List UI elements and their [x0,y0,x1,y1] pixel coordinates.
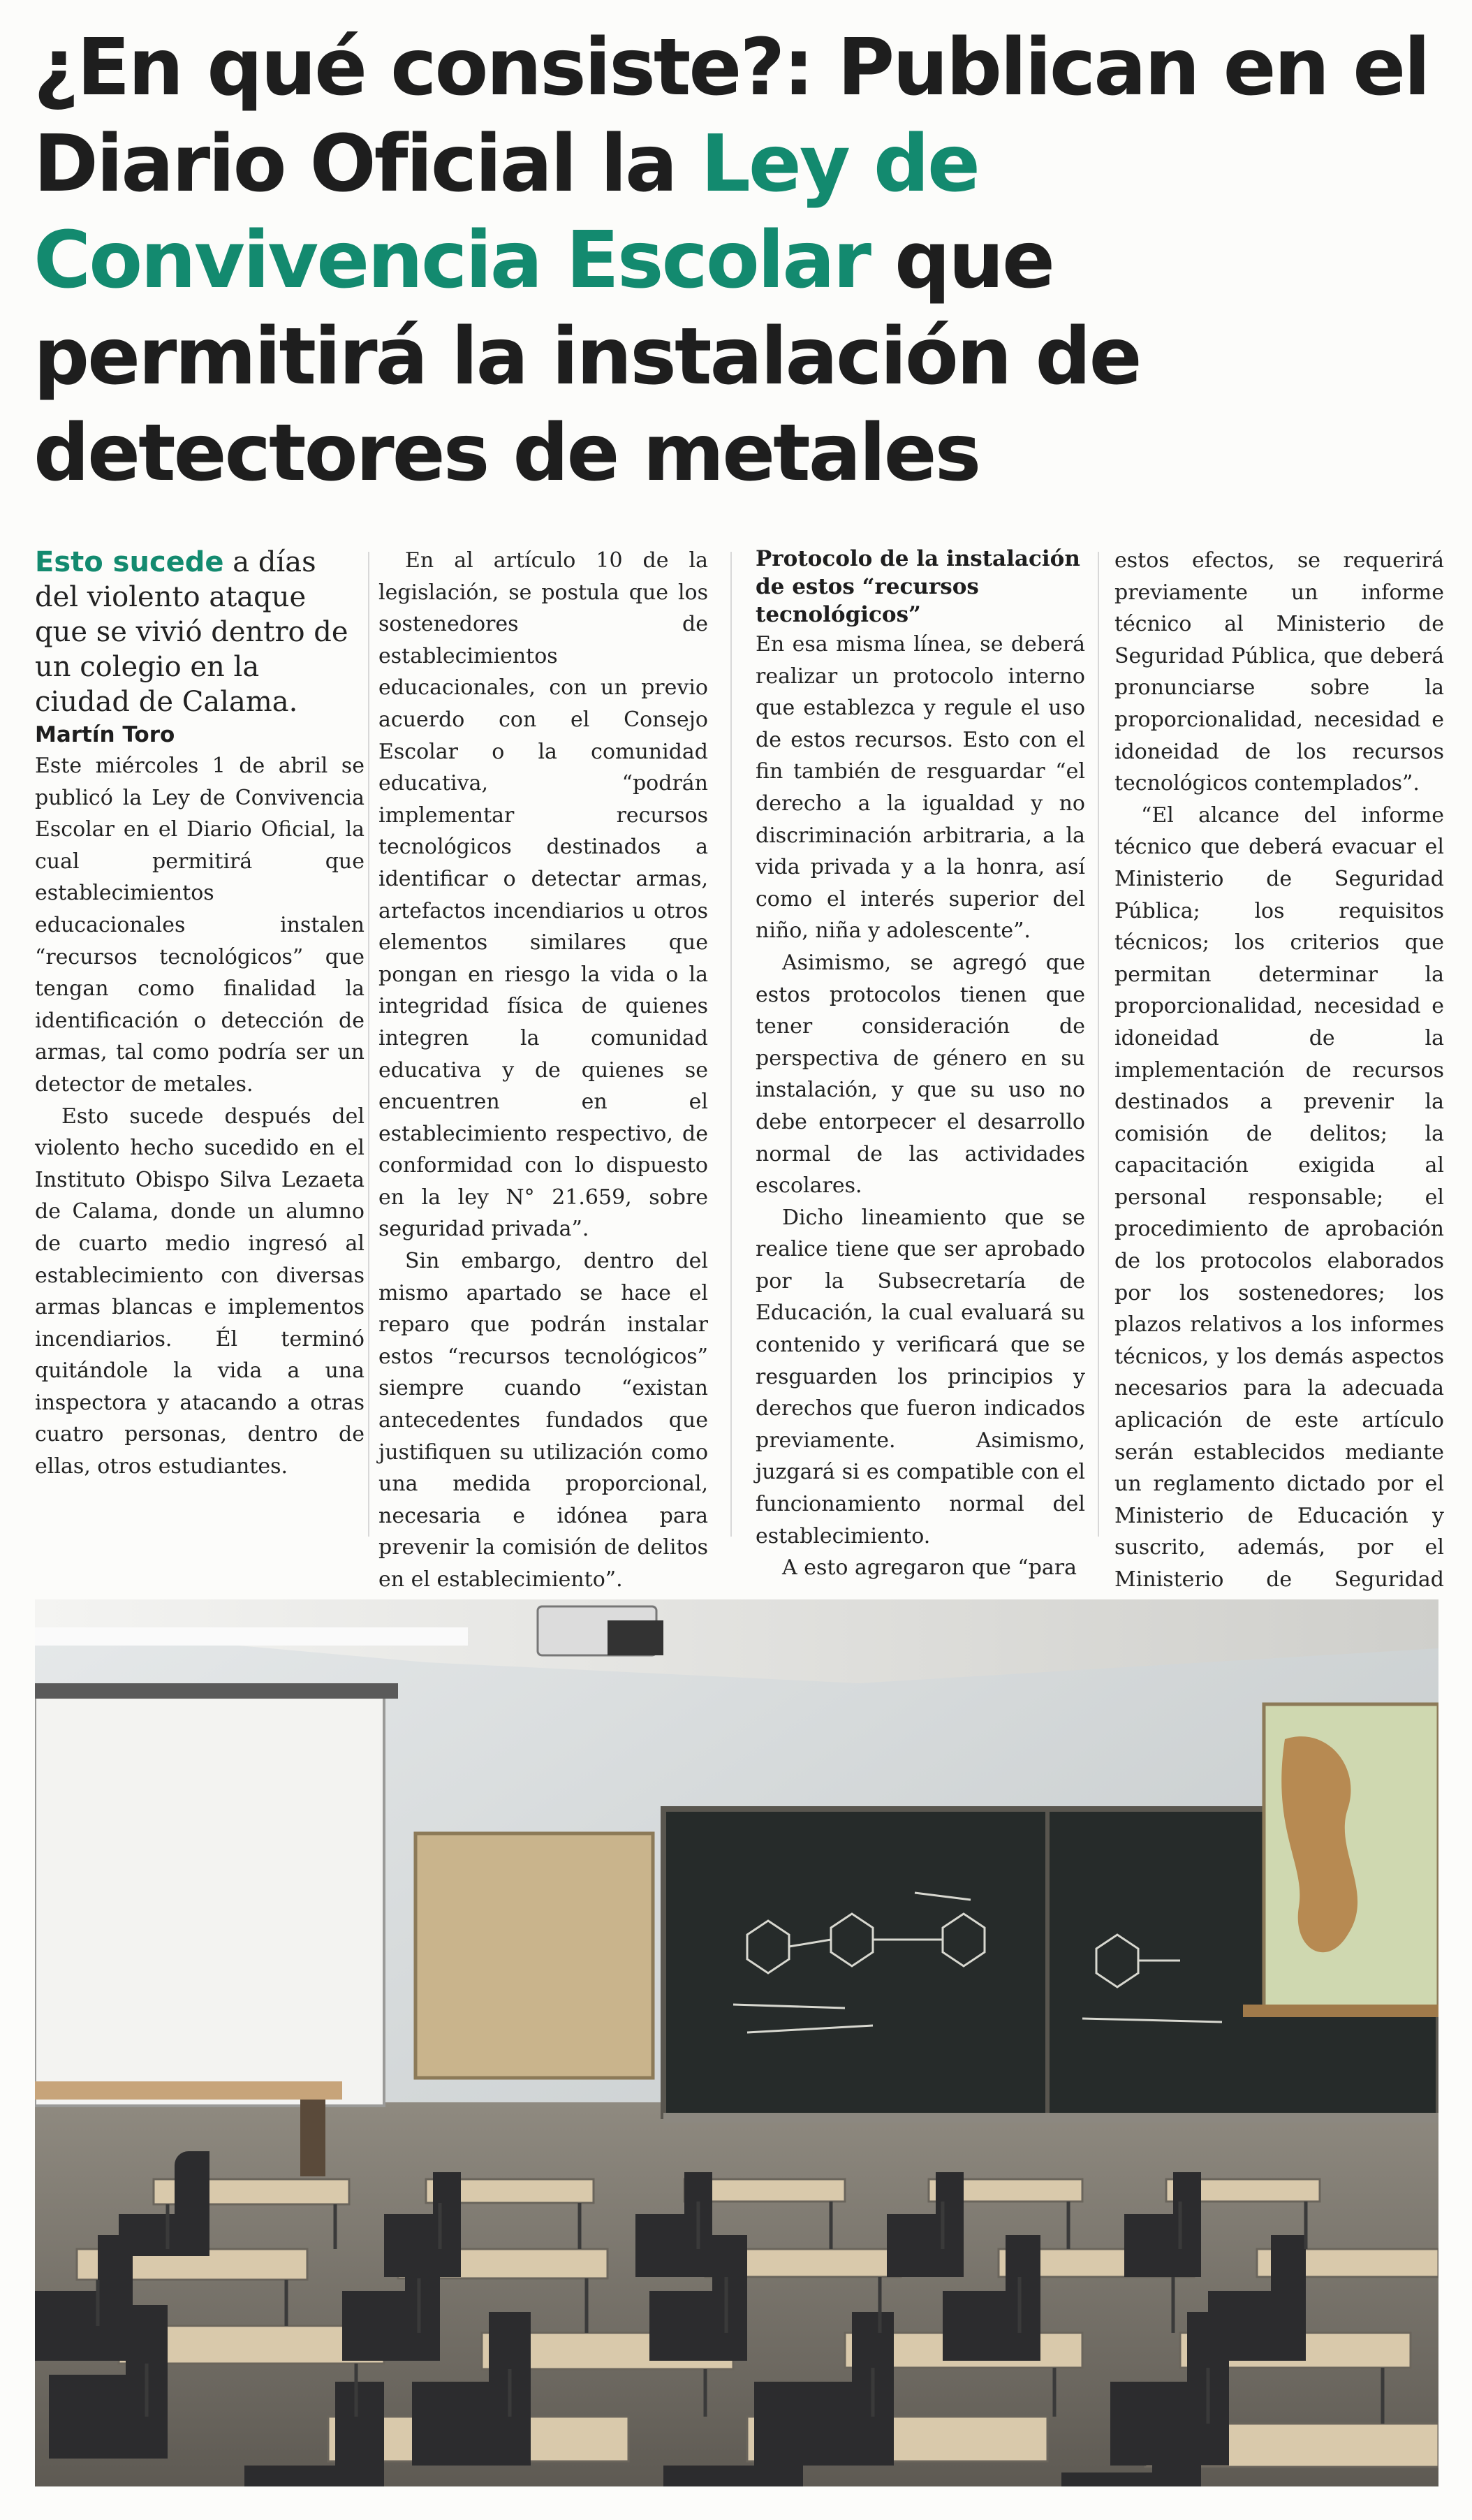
ceiling-light [35,1627,468,1646]
paragraph: A esto agregaron que “para [782,1555,1077,1581]
headline [34,20,1437,501]
projector-lens [608,1620,663,1655]
headline-part-1: ¿En qué consiste?: Publican en el Diario Oficial la [34,22,1429,210]
author-byline: Martín Toro [35,722,175,747]
lead-text: a días del violento ataque que se vivió dentro de un colegio en la ciudad de Calama. [35,546,348,718]
paragraph: En esa misma línea, se deberá realizar un protocolo interno que establezca y regule el uso de estos recursos. Esto con el fin también de resguardar “el derecho a la igualdad y no discriminación arbitraria, a la vida privada y a la honra, así como el interés superior del niño, niña y adolescente”. [756,632,1085,944]
paragraph: Esto sucede después del violento hecho sucedido en el Instituto Obispo Silva Lezaeta de Calama, donde un alumno de cuarto medio ingresó al establecimiento con diversas armas blancas e implementos incendiarios. Él terminó quitándole la vida a una inspectora y atacando a otras cuatro personas, dentro de ellas, otros estudiantes. [35,1104,365,1479]
column-divider [1098,552,1099,1537]
paragraph: Este miércoles 1 de abril se publicó la Ley de Convivencia Escolar en el Diario Oficial, la cual permitirá que establecimientos educacionales instalen “recursos tecnológicos” que tengan como finalidad la identificación o detección de armas, tal como podría ser un detector de metales. [35,754,365,1097]
column-2 [378,545,708,1596]
projection-screen [35,1694,384,2106]
paragraph: Dicho lineamiento que se realice tiene que ser aprobado por la Subsecretaría de Educación, la cual evaluará su contenido y verificará que se resguarden los principios y derechos que fueron indicados previamente. Asimismo, juzgará si es compatible con el funcionamiento normal del establecimiento. [756,1205,1085,1548]
classroom-photo [35,1599,1438,2486]
screen-housing [35,1683,398,1699]
lead-emphasis: Esto sucede [35,546,224,578]
headline-accent: Ley de Convivencia Escolar [34,119,978,306]
paragraph: estos efectos, se requerirá previamente un informe técnico al Ministerio de Seguridad Pública, que deberá pronunciarse sobre la proporcionalidad, necesidad e idoneidad de los recursos tecnológicos contemplados”. [1114,548,1444,796]
chalk-tray [663,2113,1438,2123]
section-subhead: Protocolo de la instalación de estos “recursos tecnológicos” [756,546,1080,627]
paragraph: En al artículo 10 de la legislación, se postula que los sostenedores de establecimientos educacionales, con un previo acuerdo con el Consejo Escolar o la comunidad educativa, “podrán implementar recursos tecnológicos destinados a identificar o detectar armas, artefactos incendiarios u otros elementos similares que pongan en riesgo la vida o la integridad física de quienes integren la comunidad educativa y de quienes se encuentren en el establecimiento respectivo, de conformidad con lo dispuesto en la ley N° 21.659, sobre seguridad privada”. [378,548,708,1242]
column-4 [1114,545,1444,1627]
classroom-illustration [35,1599,1438,2486]
paragraph: Sin embargo, dentro del mismo apartado se hace el reparo que podrán instalar estos “recursos tecnológicos” siempre cuando “existan antecedentes fundados que justifiquen su utilización como una medida proporcional, necesaria e idónea para prevenir la comisión de delitos en el establecimiento”. [378,1249,708,1592]
paragraph: “El alcance del informe técnico que deberá evacuar el Ministerio de Seguridad Pública; los requisitos técnicos; los criterios que permitan determinar la proporcionalidad, necesidad e idoneidad de la implementación de recursos destinados a prevenir la comisión de delitos; la capacitación exigida al personal responsable; el procedimiento de aprobación de los protocolos elaborados por los sostenedores; los plazos relativos a los informes técnicos, y los demás aspectos necesarios para la adecuada aplicación de este artículo serán establecidos mediante un reglamento dictado por el Ministerio de Educación y suscrito, además, por el Ministerio de Seguridad [1114,803,1444,1592]
teacher-desk-top [35,2081,342,2100]
column-divider [730,552,732,1537]
lead-paragraph [35,545,365,719]
paragraph: Asimismo, se agregó que estos protocolos tienen que tener consideración de perspectiva de género en su instalación, y que su uso no debe entorpecer el desarrollo normal de las actividades escolares. [756,950,1085,1199]
teacher-desk-leg [300,2100,325,2176]
headline-part-2: que permitirá la instalación de detectores de metales [34,215,1140,499]
map-rail [1243,2005,1438,2017]
column-3 [756,545,1085,1584]
column-1 [35,545,365,1483]
column-divider [368,552,369,1537]
cork-board [415,1833,653,2078]
